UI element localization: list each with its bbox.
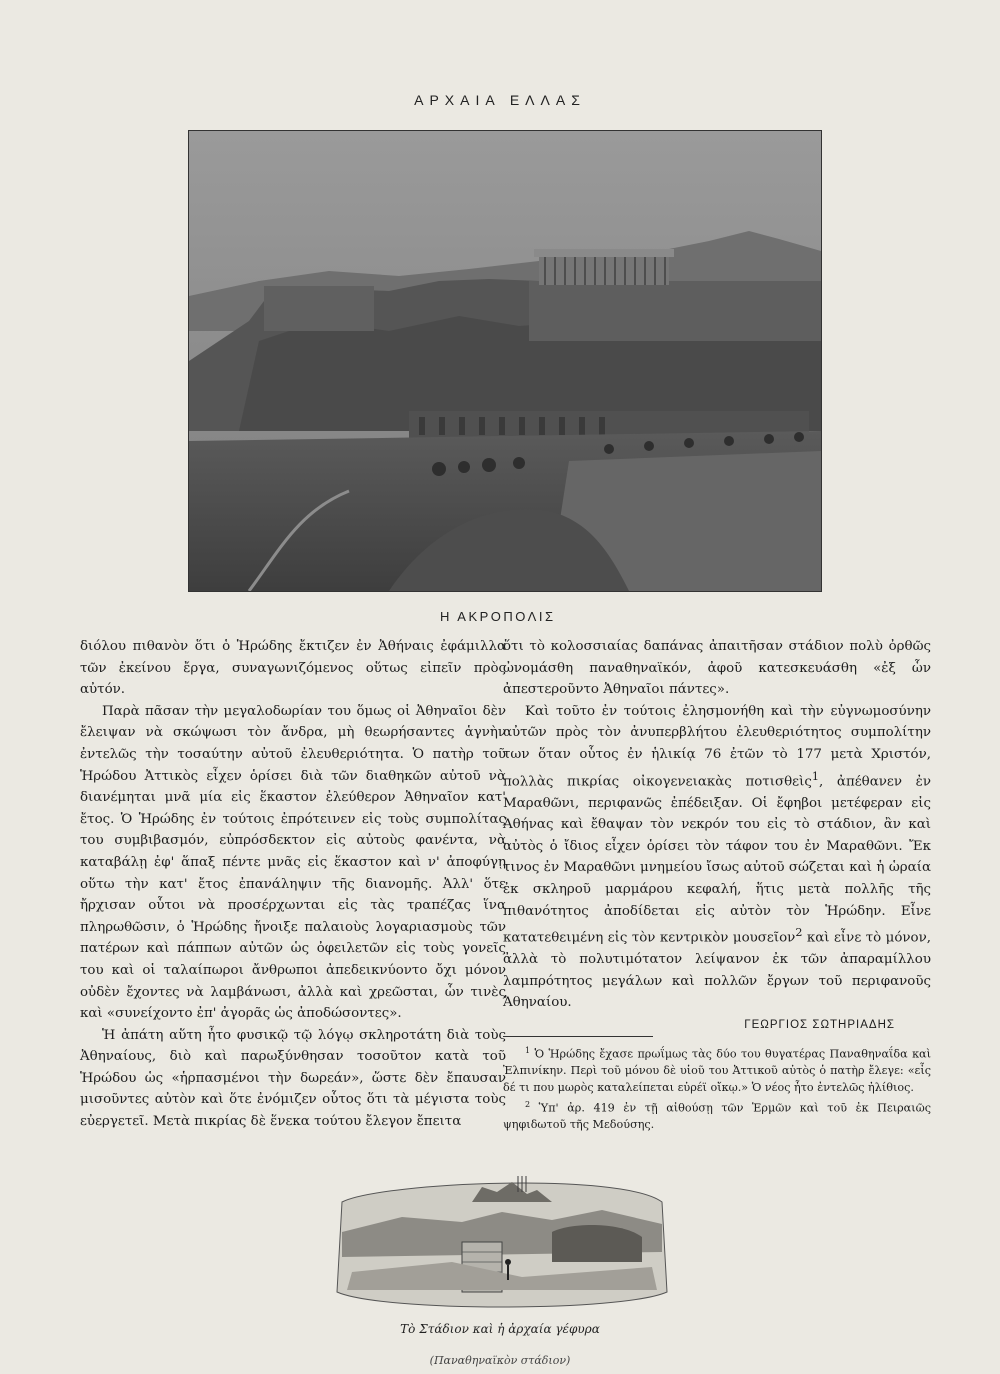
- footnote-text: Ὑπ' ἀρ. 419 ἐν τῇ αἰθούσῃ τῶν Ἑρμῶν καὶ τοῦ ἐκ Πειραιῶς ψηφιδωτοῦ τῆς Μεδούσης.: [503, 1101, 931, 1131]
- right-text-column: [503, 636, 931, 1133]
- footnote-reference: 1: [811, 769, 819, 783]
- running-title: ΑΡΧΑΙΑ ΕΛΛΑΣ: [414, 92, 586, 108]
- paragraph: Ἡ ἀπάτη αὕτη ἦτο φυσικῷ τῷ λόγῳ σκληροτάτη διὰ τοὺς Ἀθηναίους, διὸ καὶ παρωξύνθησαν τοσοῦτον κατὰ τοῦ Ἡρώδου ὡς «ἡρπασμένοι τὴν δωρεάν», ὥστε δὲν ἔπαυσαν μισοῦντες αὐτὸν καὶ ὅτε ἐνόμιζεν οὗτος ὅτι τὰ μέγιστα τοὺς εὐεργετεῖ. Μετὰ πικρίας δὲ ἕνεκα τούτου ἔλεγον ἔπειτα: [80, 1027, 506, 1130]
- left-text-column: [80, 636, 506, 1133]
- paragraph-text: , ἀπέθανεν ἐν Μαραθῶνι, περιφανῶς ἐπέδειξαν. Οἱ ἔφηβοι μετέφεραν εἰς Ἀθήνας καὶ ἔθαψαν τὸν νεκρόν του εἰς τὸ στάδιον, ἂν καὶ αὐτὸς ὁ ἴδιος εἶχεν ὁρίσει τὸν τάφον του ἐν Μαραθῶνι. Ἔκ τινος ἐν Μαραθῶνι μνημείου ἴσως αὐτοῦ σώζεται καὶ ἡ ὡραία ἐκ σκληροῦ μαρμάρου κεφαλή, ἥτις μετὰ πολλῆς τῆς πιθανότητος ἀποδίδεται εἰς αὐτὸν τὸν Ἡρώδην. Εἶνε κατατεθειμένη εἰς τὸν κεντρικὸν μουσεῖον: [503, 774, 931, 946]
- author-signature: ΓΕΩΡΓΙΟΣ ΣΩΤΗΡΙΑΔΗΣ: [744, 1019, 895, 1032]
- figure-caption-stadium: Τὸ Στάδιον καὶ ἡ ἀρχαία γέφυρα: [400, 1322, 600, 1336]
- paragraph: [503, 701, 931, 1014]
- footnote-number: 1: [525, 1046, 531, 1056]
- footnote-text: Ὁ Ἡρώδης ἔχασε πρωΐμως τὰς δύο του θυγατέρας Παναθηναΐδα καὶ Ἐλπινίκην. Περὶ τοῦ μόνου δὲ υἱοῦ του Ἀττικοῦ αὐτὸς ὁ πατὴρ ἔλεγε: «εἷς δέ τι που μωρὸς καταλείπεται εὐρέϊ οἴκῳ.» Ὁ νέος ἦτο ἐντελῶς ἠλίθιος.: [503, 1047, 931, 1094]
- figure-caption-stadium-subtitle: (Παναθηναϊκὸν στάδιον): [429, 1354, 571, 1367]
- stadium-engraving: [322, 1162, 682, 1312]
- paragraph: διόλου πιθανὸν ὅτι ὁ Ἡρώδης ἔκτιζεν ἐν Ἀθήναις ἐφάμιλλα τῶν ἐκείνου ἔργα, συναγωνιζόμενος οὕτως εἰπεῖν πρὸς αὐτόν.: [80, 639, 506, 698]
- footnote-number: 2: [525, 1099, 531, 1109]
- paragraph-text: καὶ εἶνε τὸ μόνον, ἀλλὰ τὸ πολυτιμότατον λείψανον ἐκ τῶν ἀπαραμίλλου λαμπρότητος μεγάλων καὶ πολλῶν ἔργων τοῦ περιφανοῦς Ἀθηναίου.: [503, 930, 931, 1011]
- footnote: [503, 1097, 931, 1134]
- acropolis-photograph: [188, 130, 822, 592]
- footnote-divider: [503, 1036, 653, 1037]
- footnote-reference: 2: [795, 926, 803, 940]
- footnote: [503, 1043, 931, 1097]
- paragraph: ὅτι τὸ κολοσσιαίας δαπάνας ἀπαιτῆσαν στάδιον πολὺ ὀρθῶς ὠνομάσθη παναθηναϊκόν, ἀφοῦ κατεσκευάσθη «ἐξ ὧν ἀπεστεροῦντο Ἀθηναῖοι πάντες».: [503, 639, 931, 698]
- figure-caption-acropolis: Η ΑΚΡΟΠΟΛΙΣ: [440, 609, 556, 624]
- paragraph: Παρὰ πᾶσαν τὴν μεγαλοδωρίαν του ὅμως οἱ Ἀθηναῖοι δὲν ἔλειψαν νὰ σκώψωσι τὸν ἄνδρα, μὴ θεωρήσαντες ἁγνὴν ἐντελῶς τὴν τοσαύτην αὐτοῦ ἐλευθεριότητα. Ὁ πατὴρ τοῦ Ἡρώδου Ἀττικὸς εἶχεν ὁρίσει διὰ τῶν διαθηκῶν αὐτοῦ νὰ διανέμηται μνᾶ μία εἰς ἕκαστον ἐλεύθερον Ἀθηναῖον κατ' ἔτος. Ὁ Ἡρώδης ἐν τούτοις ἐπρότεινεν εἰς τοὺς συμπολίτας του συμβιβασμόν, εὐπρόσδεκτον εἰς αὐτοὺς φανέντα, νὰ καταβάλῃ ἐφ' ἅπαξ πέντε μνᾶς εἰς ἕκαστον καὶ ν' ἀποφύγῃ οὕτω τὴν κατ' ἔτος ἐπανάληψιν τῆς διανομῆς. Ἀλλ' ὅτε ἤρχισαν οὗτοι νὰ προσέρχωνται εἰς τὰς τραπέζας ἵνα πληρωθῶσιν, ὁ Ἡρώδης ἤνοιξε παλαιοὺς λογαριασμοὺς τῶν πατέρων καὶ πάππων αὐτῶν ὡς ὀφειλετῶν εἰς τοὺς γονεῖς του καὶ οἱ ταλαίπωροι ἄνθρωποι ἀπεδεικνύοντο ὄχι μόνον οὐδὲν ἔχοντες νὰ λαμβάνωσι, ἀλλὰ καὶ χρεῶσται, ὧν τινὲς καὶ «συνείχοντο ἐπ' ἀγορᾶς ὡς ἀποδώσοντες».: [80, 703, 506, 1022]
- paragraph-text: Καὶ τοῦτο ἐν τούτοις ἐλησμονήθη καὶ τὴν εὐγνωμοσύνην αὐτῶν πρὸς τὸν ἀνυπερβλήτου ἐλευθεριότητος συμπολίτην των ὅταν οὗτος ἐν ἡλικίᾳ 76 ἐτῶν τὸ 177 μετὰ Χριστόν, πολλὰς πικρίας οἰκογενειακὰς ποτισθεὶς: [503, 703, 931, 790]
